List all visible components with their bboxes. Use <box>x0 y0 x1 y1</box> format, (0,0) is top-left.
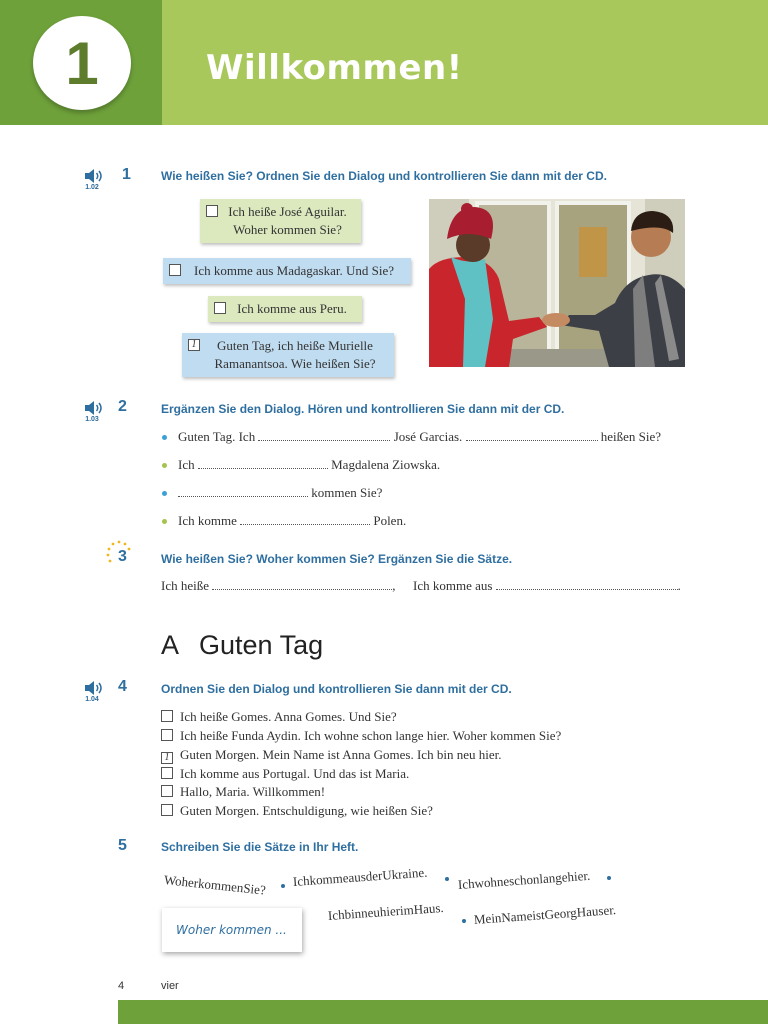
page-number: 4 <box>118 980 125 992</box>
ordering-item[interactable]: Ich heiße Funda Aydin. Ich wohne schon lange hier. Woher kommen Sie? <box>161 728 561 744</box>
exercise-number: 4 <box>118 678 127 695</box>
speaker-icon[interactable] <box>84 168 104 184</box>
fill-in-blank[interactable] <box>240 514 370 525</box>
order-checkbox[interactable] <box>214 302 226 314</box>
fill-in-blank[interactable] <box>178 486 308 497</box>
dialog-line: Ich Magdalena Ziowska. <box>178 457 441 472</box>
exercise-number: 5 <box>118 837 127 854</box>
exercise-instruction: Ergänzen Sie den Dialog. Hören und kontrollieren Sie dann mit der CD. <box>161 402 565 416</box>
section-heading <box>161 630 323 661</box>
dialog-card[interactable] <box>200 199 361 243</box>
dialog-line: kommen Sie? <box>178 485 382 501</box>
handshake-photo <box>429 199 685 367</box>
page-number-word: vier <box>161 980 179 992</box>
ordering-item[interactable]: 1 Guten Morgen. Mein Name ist Anna Gomes. Ich bin neu hier. <box>161 747 501 764</box>
chapter-title: Willkommen! <box>206 48 463 88</box>
example-answer-card: Woher kommen ... <box>162 908 302 952</box>
order-checkbox[interactable] <box>206 205 218 217</box>
fill-in-blank[interactable] <box>198 458 328 469</box>
ordering-item[interactable]: Ich heiße Gomes. Anna Gomes. Und Sie? <box>161 709 397 725</box>
speaker-b-bullet <box>162 519 167 524</box>
exercise-instruction: Wie heißen Sie? Ordnen Sie den Dialog und kontrollieren Sie dann mit der CD. <box>161 169 607 183</box>
section-letter: A <box>161 630 180 660</box>
separator-dot <box>281 884 285 888</box>
order-checkbox[interactable] <box>161 785 173 797</box>
dialog-card-line: Ramanantsoa. Wie heißen Sie? <box>214 356 376 371</box>
chapter-number-badge: 1 <box>33 16 131 110</box>
ordering-item[interactable]: Ich komme aus Portugal. Und das ist Maria. <box>161 766 409 782</box>
speaker-a-bullet <box>162 491 167 496</box>
scrambled-sentence: WoherkommenSie? <box>163 872 267 898</box>
dialog-card-line: Ich heiße José Aguilar. <box>228 204 347 219</box>
speaker-icon[interactable] <box>84 400 104 416</box>
order-checkbox[interactable] <box>161 710 173 722</box>
dialog-card[interactable] <box>208 296 362 322</box>
dialog-line: Ich komme Polen. <box>178 513 407 528</box>
fill-in-blank[interactable] <box>496 579 678 590</box>
exercise-number: 2 <box>118 398 127 415</box>
ordering-item[interactable]: Hallo, Maria. Willkommen! <box>161 784 325 800</box>
fill-in-blank[interactable] <box>258 430 390 441</box>
ordering-item[interactable]: Guten Morgen. Entschuldigung, wie heißen Sie? <box>161 803 433 819</box>
speaker-b-bullet <box>162 463 167 468</box>
order-checkbox[interactable]: 1 <box>161 752 173 764</box>
exercise-number: 3 <box>118 548 127 565</box>
speaker-icon[interactable] <box>84 680 104 696</box>
order-checkbox[interactable]: 1 <box>188 339 200 351</box>
exercise-instruction: Ordnen Sie den Dialog und kontrollieren Sie dann mit der CD. <box>161 682 512 696</box>
dialog-card[interactable] <box>163 258 411 284</box>
section-title: Guten Tag <box>199 630 324 660</box>
dialog-card-line: Ich komme aus Madagaskar. Und Sie? <box>193 263 394 278</box>
dialog-card-line: Ich komme aus Peru. <box>237 301 347 316</box>
separator-dot <box>462 919 466 923</box>
scrambled-sentence: Ichwohneschonlangehier. <box>457 867 591 892</box>
cd-track-label: 1.03 <box>85 416 99 423</box>
scrambled-sentence: IchkommeausderUkraine. <box>292 864 428 889</box>
cd-track-label: 1.04 <box>85 696 99 703</box>
separator-dot <box>445 877 449 881</box>
order-checkbox[interactable] <box>169 264 181 276</box>
dialog-card[interactable] <box>182 333 394 377</box>
self-intro-line: Ich komme aus . <box>413 578 681 593</box>
fill-in-blank[interactable] <box>466 430 598 441</box>
dialog-card-line: Woher kommen Sie? <box>233 222 342 237</box>
exercise-instruction: Schreiben Sie die Sätze in Ihr Heft. <box>161 840 359 854</box>
fill-in-blank[interactable] <box>212 579 392 590</box>
order-checkbox[interactable] <box>161 804 173 816</box>
order-checkbox[interactable] <box>161 767 173 779</box>
cd-track-label: 1.02 <box>85 184 99 191</box>
footer-bar <box>118 1000 768 1024</box>
scrambled-sentence: IchbinneuhierimHaus. <box>327 899 445 923</box>
exercise-number: 1 <box>122 166 131 183</box>
self-intro-line: Ich heiße , <box>161 578 396 593</box>
order-checkbox[interactable] <box>161 729 173 741</box>
dialog-line: Guten Tag. Ich José Garcias. heißen Sie? <box>178 429 662 444</box>
separator-dot <box>607 876 611 880</box>
dialog-card-line: Guten Tag, ich heiße Murielle <box>217 338 373 353</box>
exercise-instruction: Wie heißen Sie? Woher kommen Sie? Ergänzen Sie die Sätze. <box>161 552 513 566</box>
scrambled-sentence: MeinNameistGeorgHauser. <box>473 902 617 927</box>
speaker-a-bullet <box>162 435 167 440</box>
